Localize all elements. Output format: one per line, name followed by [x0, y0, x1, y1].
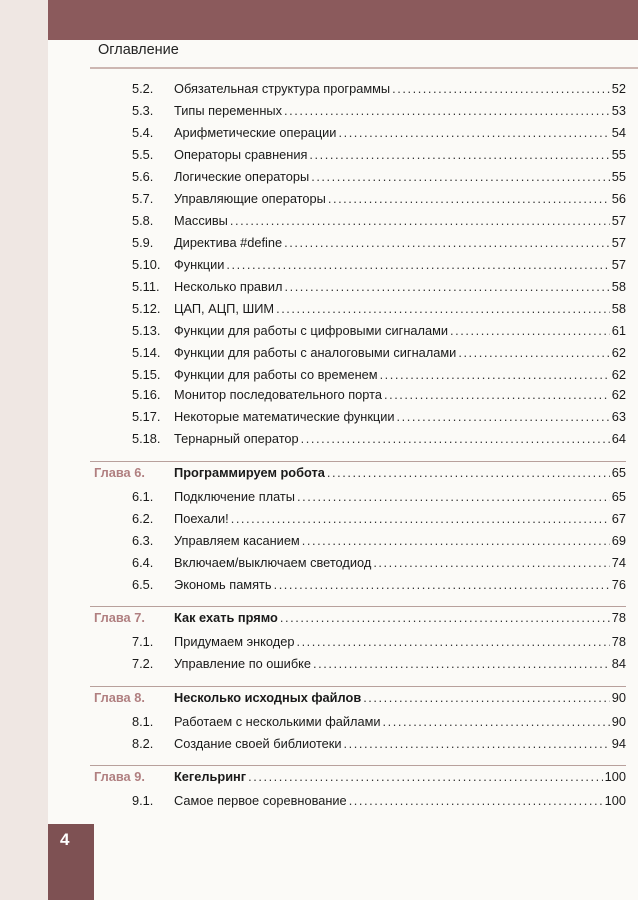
toc-title: Экономь память: [174, 577, 272, 592]
toc-row[interactable]: [90, 575, 626, 595]
toc-page: 58: [611, 279, 626, 294]
dot-leader: [311, 167, 610, 187]
toc-number: 5.17.: [132, 409, 161, 424]
dot-leader: [450, 321, 610, 341]
toc-number: 5.14.: [132, 345, 161, 360]
toc-chapter-row[interactable]: [90, 688, 626, 708]
dot-leader: [344, 734, 610, 754]
toc-number: Глава 8.: [94, 690, 145, 705]
toc-row[interactable]: [90, 654, 626, 674]
toc-page: 61: [611, 323, 626, 338]
toc-title: Включаем/выключаем светодиод: [174, 555, 372, 570]
toc-row[interactable]: [90, 343, 626, 363]
toc-title: Функции для работы со временем: [174, 367, 378, 382]
toc-row[interactable]: [90, 429, 626, 449]
toc-page: 63: [611, 409, 626, 424]
toc-number: 8.1.: [132, 714, 154, 729]
toc-page: 54: [611, 125, 626, 140]
toc-title: Управляем касанием: [174, 533, 300, 548]
toc-chapter-row[interactable]: [90, 463, 626, 483]
toc-row[interactable]: [90, 321, 626, 341]
toc-page: 84: [611, 656, 626, 671]
toc-row[interactable]: [90, 553, 626, 573]
toc-title: Директива #define: [174, 235, 283, 250]
toc-page: 57: [611, 213, 626, 228]
toc-number: 5.4.: [132, 125, 154, 140]
dot-leader: [297, 487, 610, 507]
dot-leader: [380, 365, 610, 385]
dot-leader: [284, 101, 610, 121]
toc-page: 76: [611, 577, 626, 592]
toc-title: Обязательная структура программы: [174, 81, 391, 96]
page-title: Оглавление: [98, 42, 179, 58]
dot-leader: [458, 343, 609, 363]
toc-number: 5.16.: [132, 387, 161, 402]
toc-number: Глава 6.: [94, 465, 145, 480]
toc-page: 64: [611, 431, 626, 446]
toc-page: 90: [611, 714, 626, 729]
toc-title: Логические операторы: [174, 169, 310, 184]
toc-title: Типы переменных: [174, 103, 283, 118]
toc-title: Управляющие операторы: [174, 191, 326, 206]
toc-row[interactable]: [90, 791, 626, 811]
dot-leader: [230, 211, 610, 231]
dot-leader: [338, 123, 609, 143]
toc-row[interactable]: [90, 509, 626, 529]
toc-number: 5.10.: [132, 257, 161, 272]
toc-number: 5.8.: [132, 213, 154, 228]
toc-number: 6.5.: [132, 577, 154, 592]
toc-row[interactable]: [90, 407, 626, 427]
toc-page: 57: [611, 257, 626, 272]
toc-number: 5.13.: [132, 323, 161, 338]
toc-title: Программируем робота: [174, 465, 325, 480]
toc-number: 5.2.: [132, 81, 154, 96]
toc-number: 8.2.: [132, 736, 154, 751]
toc-page: 62: [611, 387, 626, 402]
toc-page: 90: [611, 690, 626, 705]
toc-page: 55: [611, 147, 626, 162]
toc-title: Создание своей библиотеки: [174, 736, 342, 751]
toc-number: 6.1.: [132, 489, 154, 504]
toc-page: 74: [611, 555, 626, 570]
dot-leader: [280, 608, 610, 628]
toc-row[interactable]: [90, 79, 626, 99]
chapter-divider: [90, 606, 626, 607]
toc-page: 62: [611, 367, 626, 382]
dot-leader: [248, 767, 603, 787]
toc-page: 56: [611, 191, 626, 206]
toc-page: 58: [611, 301, 626, 316]
toc-page: 100: [604, 769, 626, 784]
toc-number: 5.7.: [132, 191, 154, 206]
dot-leader: [296, 632, 609, 652]
toc-number: Глава 9.: [94, 769, 145, 784]
toc-page: 67: [611, 511, 626, 526]
toc-number: 6.4.: [132, 555, 154, 570]
toc-number: 5.12.: [132, 301, 161, 316]
toc-number: 5.9.: [132, 235, 154, 250]
toc-row[interactable]: [90, 632, 626, 652]
toc-number: 6.2.: [132, 511, 154, 526]
toc-page: 78: [611, 610, 626, 625]
toc-title: Некоторые математические функции: [174, 409, 395, 424]
toc-number: 6.3.: [132, 533, 154, 548]
toc-row[interactable]: [90, 211, 626, 231]
toc-row[interactable]: [90, 101, 626, 121]
toc-title: Функции: [174, 257, 225, 272]
toc-number: 5.3.: [132, 103, 154, 118]
toc-page: 65: [611, 489, 626, 504]
toc-row[interactable]: [90, 712, 626, 732]
toc-chapter-row[interactable]: [90, 767, 626, 787]
dot-leader: [384, 385, 610, 405]
toc-row[interactable]: [90, 734, 626, 754]
toc-page: 62: [611, 345, 626, 360]
toc-number: 5.18.: [132, 431, 161, 446]
chapter-divider: [90, 686, 626, 687]
toc-page: 52: [611, 81, 626, 96]
toc-number: 5.5.: [132, 147, 154, 162]
toc-title: Как ехать прямо: [174, 610, 278, 625]
toc-page: 55: [611, 169, 626, 184]
toc-row[interactable]: [90, 167, 626, 187]
toc-title: Тернарный оператор: [174, 431, 299, 446]
dot-leader: [327, 463, 610, 483]
page-number-tab: [48, 824, 94, 900]
toc-title: Несколько исходных файлов: [174, 690, 362, 705]
toc-number: 5.15.: [132, 367, 161, 382]
toc-number: 9.1.: [132, 793, 154, 808]
dot-leader: [274, 575, 610, 595]
dot-leader: [302, 531, 610, 551]
dot-leader: [284, 277, 609, 297]
toc-row[interactable]: [90, 255, 626, 275]
toc-title: Поехали!: [174, 511, 229, 526]
toc-page: 53: [611, 103, 626, 118]
toc-number: Глава 7.: [94, 610, 145, 625]
toc-page: 94: [611, 736, 626, 751]
toc-number: 5.6.: [132, 169, 154, 184]
toc-title: Массивы: [174, 213, 228, 228]
toc-number: 7.2.: [132, 656, 154, 671]
toc-title: Кегельринг: [174, 769, 247, 784]
dot-leader: [363, 688, 610, 708]
dot-leader: [301, 429, 610, 449]
toc-row[interactable]: [90, 145, 626, 165]
toc-number: 7.1.: [132, 634, 154, 649]
toc-row[interactable]: [90, 365, 626, 385]
toc-title: Функции для работы с цифровыми сигналами: [174, 323, 449, 338]
toc-row[interactable]: [90, 385, 626, 405]
chapter-divider: [90, 461, 626, 462]
dot-leader: [226, 255, 609, 275]
toc-title: Функции для работы с аналоговыми сигналами: [174, 345, 457, 360]
toc-title: Подключение платы: [174, 489, 295, 504]
toc-chapter-row[interactable]: [90, 608, 626, 628]
dot-leader: [231, 509, 610, 529]
toc-title: Несколько правил: [174, 279, 283, 294]
toc-title: Арифметические операции: [174, 125, 337, 140]
toc-row[interactable]: [90, 123, 626, 143]
page-number: 4: [60, 830, 70, 849]
toc-title: Управление по ошибке: [174, 656, 312, 671]
dot-leader: [284, 233, 610, 253]
dot-leader: [373, 553, 609, 573]
toc-title: Самое первое соревнование: [174, 793, 347, 808]
toc-row[interactable]: [90, 299, 626, 319]
dot-leader: [309, 145, 609, 165]
dot-leader: [349, 791, 603, 811]
toc-page: 78: [611, 634, 626, 649]
toc-number: 5.11.: [132, 279, 160, 294]
dot-leader: [397, 407, 610, 427]
toc-title: Монитор последовательного порта: [174, 387, 382, 402]
toc-page: 57: [611, 235, 626, 250]
toc-page: 65: [611, 465, 626, 480]
toc-page: 100: [604, 793, 626, 808]
toc-row[interactable]: [90, 531, 626, 551]
dot-leader: [328, 189, 610, 209]
toc-title: Придумаем энкодер: [174, 634, 295, 649]
toc-title: Работаем с несколькими файлами: [174, 714, 381, 729]
toc-page: 69: [611, 533, 626, 548]
toc-row[interactable]: [90, 233, 626, 253]
toc-row[interactable]: [90, 487, 626, 507]
toc-title: Операторы сравнения: [174, 147, 308, 162]
toc-row[interactable]: [90, 189, 626, 209]
chapter-divider: [90, 765, 626, 766]
dot-leader: [392, 79, 610, 99]
toc-title: ЦАП, АЦП, ШИМ: [174, 301, 275, 316]
dot-leader: [383, 712, 610, 732]
toc-row[interactable]: [90, 277, 626, 297]
dot-leader: [313, 654, 610, 674]
dot-leader: [276, 299, 610, 319]
